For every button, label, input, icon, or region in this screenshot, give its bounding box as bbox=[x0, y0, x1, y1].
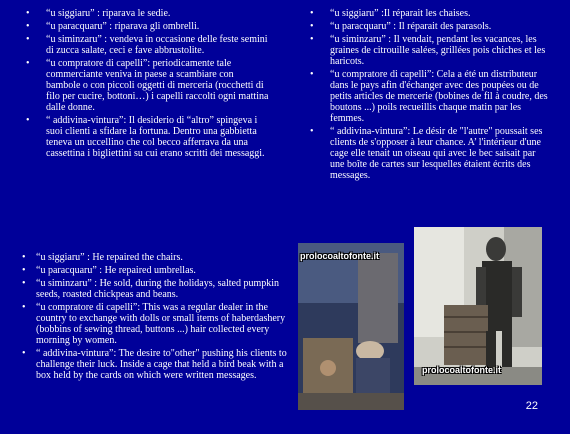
page-number: 22 bbox=[525, 400, 538, 412]
list-item: • “u siggiaru” :Il réparait les chaises. bbox=[306, 8, 548, 19]
list-item: • “u paracquaru” : riparava gli ombrelli. bbox=[22, 21, 270, 32]
italian-list bbox=[22, 8, 270, 159]
french-column bbox=[306, 8, 548, 183]
photo-watermark: prolocoaltofonte.it bbox=[300, 251, 379, 261]
photo-watermark: prolocoaltofonte.it bbox=[422, 365, 501, 375]
italian-column bbox=[22, 8, 270, 161]
english-list bbox=[22, 252, 294, 381]
list-item: • “u compratore di capelli”: periodicamente tale commerciante veniva in paese a scambiare con bambole o con piccoli oggetti di merceria (rocchetti di filo per cucire, bottoni…) i capelli raccolti ogni mattina dalle donne. bbox=[22, 58, 270, 113]
list-item: • “u siggiaru” : riparava le sedie. bbox=[22, 8, 270, 19]
list-item: • “u paracquaru” : He repaired umbrellas. bbox=[22, 265, 294, 276]
photo-chair-repairer bbox=[414, 227, 542, 385]
list-item: • “ addivina-vintura”: Il desiderio di “altro” spingeva i suoi clienti a sfidare la fortuna. Dentro una gabbietta teneva un uccellino che col becco afferrava da una cassettina i bigliettini su cui erano scritti dei messaggi. bbox=[22, 115, 270, 159]
list-item: • “ addivina-vintura”: The desire to"other" pushing his clients to challenge their luck. Inside a cage that held a bird beak with a box held by the cards on which were written messages. bbox=[22, 348, 294, 381]
list-item: • “u paracquaru” : Il réparait des parasols. bbox=[306, 21, 548, 32]
list-item: • “u siminzaru” : Il vendait, pendant les vacances, les graines de citrouille salées, grillées pois chiches et les haricots. bbox=[306, 34, 548, 67]
list-item: • “ addivina-vintura”: Le désir de "l'autre" poussait ses clients de s'opposer à leur chance. A’ l'intérieur d'une cage elle tenait un oiseau qui avec le bec saisait par une boîte de cartes sur lesquelles étaient écrits des messages. bbox=[306, 126, 548, 181]
photo-cobbler-image bbox=[298, 243, 404, 410]
french-list bbox=[306, 8, 548, 181]
list-item: • “u siminzaru” : He sold, during the holidays, salted pumpkin seeds, roasted chickpeas and beans. bbox=[22, 278, 294, 300]
english-column bbox=[22, 252, 294, 383]
list-item: • “u compratore di capelli”: Cela a été un distributeur dans le pays afin d'échanger avec des poupées ou de petits articles de mercerie (bobines de fil à coudre, des boutons ...) poils recueillis chaque matin par les femmes. bbox=[306, 69, 548, 124]
list-item: • “u siminzaru” : vendeva in occasione delle feste semini di zucca salate, ceci e fave abbrustolite. bbox=[22, 34, 270, 56]
list-item: • “u siggiaru” : He repaired the chairs. bbox=[22, 252, 294, 263]
list-item: • “u compratore di capelli”: This was a regular dealer in the country to exchange with dolls or small items of haberdashery (bobbins of sewing thread, buttons ...) hair collected every morning by women. bbox=[22, 302, 294, 346]
photo-chair-repairer-image bbox=[414, 227, 542, 385]
photo-cobbler bbox=[298, 243, 404, 410]
